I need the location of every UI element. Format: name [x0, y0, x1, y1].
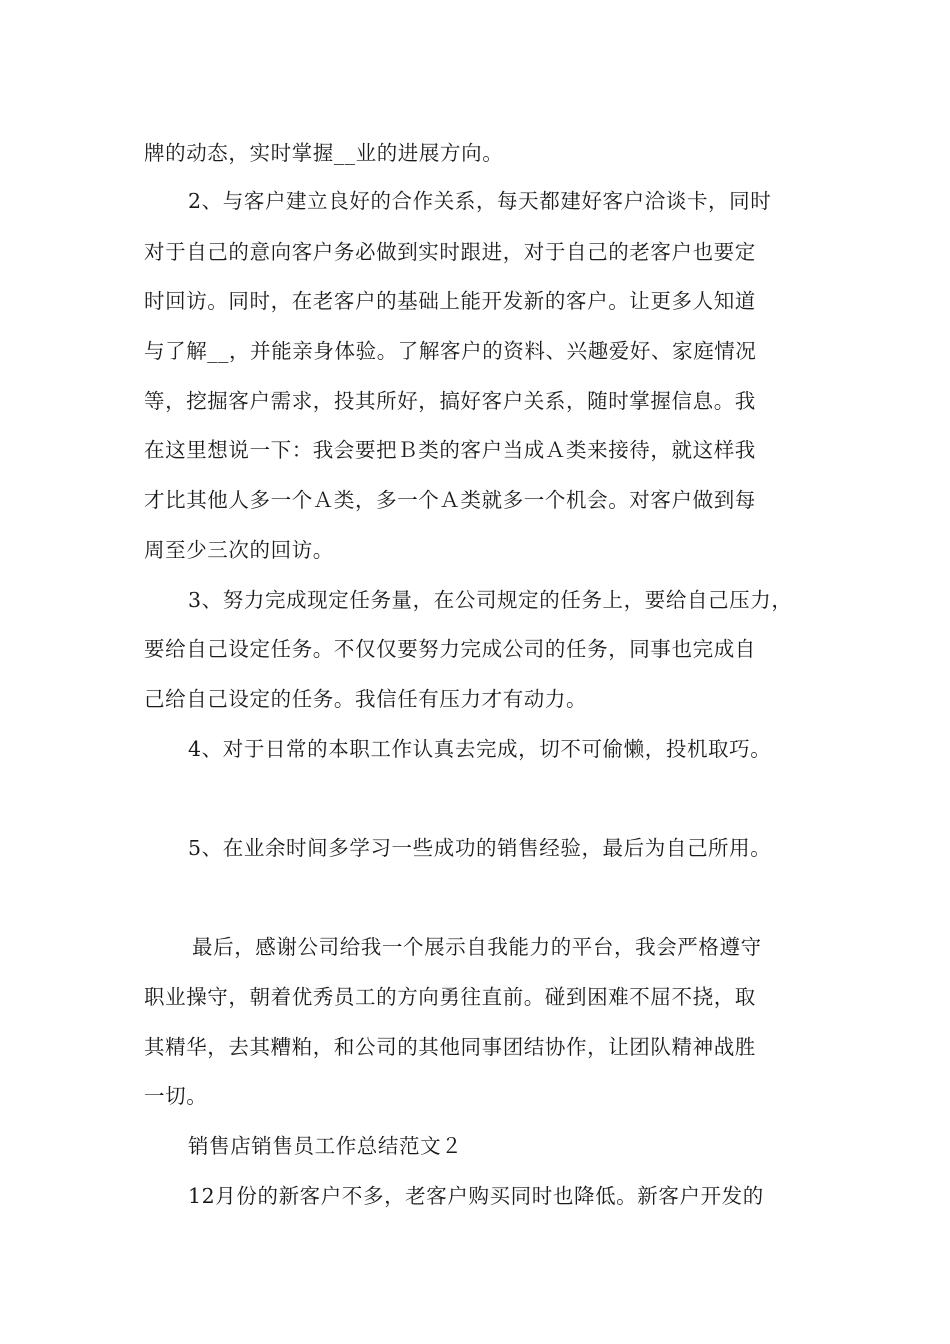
text-line: 4、对于日常的本职工作认真去完成，切不可偷懒，投机取巧。: [188, 737, 772, 761]
text-line: 时回访。同时，在老客户的基础上能开发新的客户。让更多人知道: [144, 289, 756, 313]
text-line: 2、与客户建立良好的合作关系，每天都建好客户洽谈卡，同时: [188, 189, 772, 213]
text-line: 周至少三次的回访。: [144, 538, 334, 562]
text-line: 在这里想说一下：我会要把Ｂ类的客户当成Ａ类来接待，就这样我: [144, 438, 756, 462]
text-line: 才比其他人多一个Ａ类，多一个Ａ类就多一个机会。对客户做到每: [144, 488, 756, 512]
text-line: 牌的动态，实时掌握__业的进展方向。: [144, 141, 504, 165]
text-line: 12月份的新客户不多，老客户购买同时也降低。新客户开发的: [188, 1184, 764, 1208]
text-line: 职业操守，朝着优秀员工的方向勇往直前。碰到困难不屈不挠，取: [144, 985, 756, 1009]
text-line: 5、在业余时间多学习一些成功的销售经验，最后为自己所用。: [188, 836, 772, 860]
section-heading: 销售店销售员工作总结范文２: [188, 1134, 463, 1158]
text-line: 3、努力完成现定任务量，在公司规定的任务上，要给自己压力，: [188, 588, 793, 612]
text-line: 要给自己设定任务。不仅仅要努力完成公司的任务，同事也完成自: [144, 637, 756, 661]
text-line: 一切。: [144, 1084, 208, 1108]
text-line: 对于自己的意向客户务必做到实时跟进，对于自己的老客户也要定: [144, 240, 756, 264]
text-line: 与了解__，并能亲身体验。了解客户的资料、兴趣爱好、家庭情况: [144, 339, 757, 363]
text-line: 等，挖掘客户需求，投其所好，搞好客户关系，随时掌握信息。我: [144, 389, 756, 413]
text-line: 其精华，去其糟粕，和公司的其他同事团结协作，让团队精神战胜: [144, 1035, 756, 1059]
text-line: 最后，感谢公司给我一个展示自我能力的平台，我会严格遵守: [192, 935, 762, 959]
text-line: 己给自己设定的任务。我信任有压力才有动力。: [144, 687, 588, 711]
